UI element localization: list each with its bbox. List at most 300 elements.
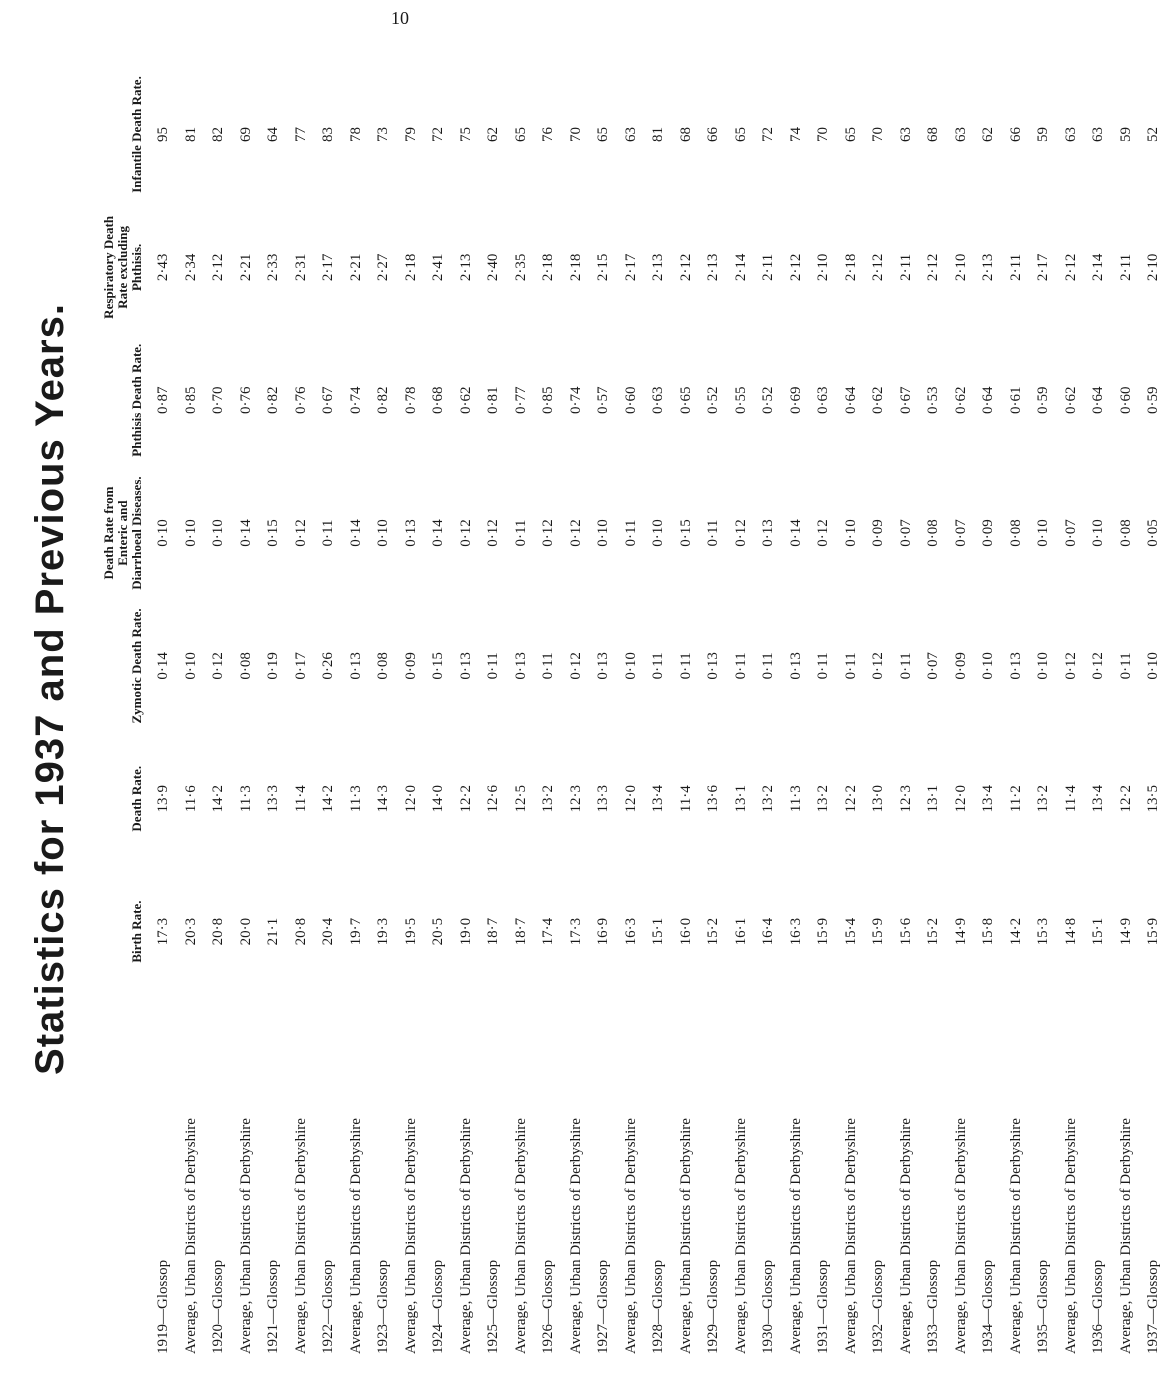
table-row — [150, 68, 178, 1358]
table-cell: 15·2 — [925, 917, 942, 946]
table-cell: 75 — [457, 126, 474, 142]
table-cell: 0·11 — [815, 652, 832, 680]
page-number: 10 — [391, 8, 409, 28]
table-cell: 0·12 — [815, 519, 832, 547]
table-body — [150, 68, 1168, 1358]
table-row — [205, 68, 233, 1358]
row-label: 1921—Glossop — [265, 1259, 282, 1354]
table-cell: 70 — [567, 126, 584, 142]
table-cell: 0·15 — [430, 652, 447, 680]
table-row — [975, 68, 1003, 1358]
table-cell: 0·85 — [540, 386, 557, 414]
table-cell: 0·76 — [292, 386, 309, 414]
table-cell: 15·2 — [705, 917, 722, 946]
table-cell: 11·4 — [1062, 785, 1079, 813]
table-cell: 0·57 — [595, 386, 612, 414]
table-cell: 76 — [540, 126, 557, 142]
table-cell: 0·11 — [320, 519, 337, 547]
table-cell: 2·15 — [595, 253, 612, 282]
table-cell: 14·3 — [375, 784, 392, 813]
table-row — [838, 68, 866, 1358]
table-cell: 0·11 — [760, 652, 777, 680]
table-cell: 2·18 — [540, 253, 557, 282]
table-cell: 13·3 — [595, 784, 612, 813]
table-cell: 13·4 — [650, 784, 667, 813]
row-label: Average, Urban Districts of Derbyshire — [292, 1118, 309, 1354]
table-cell: 0·60 — [622, 386, 639, 414]
table-cell: 77 — [292, 126, 309, 142]
row-label: Average, Urban Districts of Derbyshire — [1007, 1118, 1024, 1354]
row-label: Average, Urban Districts of Derbyshire — [677, 1118, 694, 1354]
table-cell: 15·1 — [650, 917, 667, 946]
table-row — [260, 68, 288, 1358]
column-header: Respiratory Death Rate excluding Phthisis. — [101, 215, 144, 319]
table-cell: 0·76 — [237, 386, 254, 414]
table-cell: 79 — [402, 126, 419, 142]
table-cell: 16·1 — [732, 917, 749, 946]
table-cell: 0·14 — [155, 652, 172, 680]
column-header: Death Rate. — [129, 765, 144, 832]
table-cell: 0·61 — [1007, 386, 1024, 414]
table-cell: 0·26 — [320, 652, 337, 680]
table-cell: 13·3 — [265, 784, 282, 813]
table-cell: 0·52 — [705, 386, 722, 414]
table-cell: 2·10 — [1145, 253, 1162, 282]
table-row — [343, 68, 371, 1358]
table-cell: 0·08 — [375, 652, 392, 680]
table-cell: 0·63 — [815, 386, 832, 414]
table-cell: 16·3 — [622, 917, 639, 946]
column-header: Death Rate from Enteric and Diarrhoeal Diseases. — [101, 476, 144, 590]
table-cell: 0·09 — [980, 519, 997, 547]
table-cell: 70 — [815, 126, 832, 142]
table-cell: 2·12 — [870, 253, 887, 282]
table-cell: 0·19 — [265, 652, 282, 680]
table-cell: 0·13 — [1007, 652, 1024, 680]
table-cell: 19·0 — [457, 917, 474, 946]
table-cell: 0·05 — [1145, 519, 1162, 547]
table-cell: 0·52 — [760, 386, 777, 414]
table-cell: 16·4 — [760, 917, 777, 946]
table-row — [700, 68, 728, 1358]
table-cell: 2·21 — [237, 253, 254, 282]
table-cell: 0·07 — [952, 519, 969, 547]
table-cell: 81 — [650, 126, 667, 142]
table-row — [508, 68, 536, 1358]
table-cell: 59 — [1117, 126, 1134, 142]
table-cell: 0·13 — [595, 652, 612, 680]
table-cell: 0·60 — [1117, 386, 1134, 414]
row-label: 1934—Glossop — [980, 1259, 997, 1354]
table-cell: 0·10 — [1145, 652, 1162, 680]
table-cell: 0·10 — [1035, 652, 1052, 680]
table-cell: 14·2 — [320, 784, 337, 813]
table-cell: 0·11 — [842, 652, 859, 680]
table-cell: 0·15 — [265, 519, 282, 547]
table-cell: 2·14 — [1090, 253, 1107, 282]
table-cell: 0·08 — [237, 652, 254, 680]
table-cell: 0·62 — [870, 386, 887, 414]
table-cell: 0·11 — [677, 652, 694, 680]
table-cell: 0·17 — [292, 652, 309, 680]
table-cell: 14·2 — [1007, 917, 1024, 946]
table-cell: 20·0 — [237, 917, 254, 946]
row-label: 1926—Glossop — [540, 1259, 557, 1354]
table-cell: 2·11 — [897, 253, 914, 281]
table-cell: 0·74 — [567, 386, 584, 414]
table-cell: 0·12 — [567, 519, 584, 547]
table-cell: 2·11 — [760, 253, 777, 281]
table-cell: 0·14 — [237, 519, 254, 547]
row-label: 1929—Glossop — [705, 1259, 722, 1354]
row-label: 1932—Glossop — [870, 1259, 887, 1354]
table-cell: 12·3 — [567, 784, 584, 813]
table-cell: 0·10 — [1090, 519, 1107, 547]
table-cell: 15·4 — [842, 917, 859, 946]
statistics-table — [100, 68, 1168, 1358]
table-cell: 63 — [952, 126, 969, 142]
table-cell: 12·3 — [897, 784, 914, 813]
table-cell: 19·3 — [375, 917, 392, 946]
table-cell: 0·55 — [732, 386, 749, 414]
table-cell: 0·62 — [457, 386, 474, 414]
table-cell: 0·10 — [155, 519, 172, 547]
table-cell: 0·13 — [705, 652, 722, 680]
table-cell: 13·2 — [760, 784, 777, 813]
table-cell: 0·12 — [732, 519, 749, 547]
table-row — [810, 68, 838, 1358]
table-cell: 2·11 — [1117, 253, 1134, 281]
table-cell: 0·12 — [210, 652, 227, 680]
table-cell: 2·35 — [512, 253, 529, 282]
table-cell: 0·11 — [732, 652, 749, 680]
table-cell: 65 — [732, 126, 749, 142]
table-row — [425, 68, 453, 1358]
table-cell: 0·12 — [1090, 652, 1107, 680]
table-cell: 13·2 — [540, 784, 557, 813]
table-cell: 15·9 — [870, 917, 887, 946]
table-cell: 0·10 — [210, 519, 227, 547]
row-label: 1919—Glossop — [155, 1259, 172, 1354]
table-cell: 0·63 — [650, 386, 667, 414]
row-label: Average, Urban Districts of Derbyshire — [237, 1118, 254, 1354]
row-label: Average, Urban Districts of Derbyshire — [732, 1118, 749, 1354]
table-cell: 78 — [347, 126, 364, 142]
table-cell: 0·82 — [265, 386, 282, 414]
table-cell: 0·07 — [897, 519, 914, 547]
table-cell: 64 — [265, 126, 282, 142]
table-cell: 15·9 — [1145, 917, 1162, 946]
table-cell: 2·12 — [787, 253, 804, 282]
table-cell: 2·10 — [952, 253, 969, 282]
table-cell: 0·13 — [760, 519, 777, 547]
table-cell: 0·10 — [182, 519, 199, 547]
table-row — [563, 68, 591, 1358]
table-cell: 12·0 — [952, 784, 969, 813]
table-cell: 2·18 — [402, 253, 419, 282]
table-cell: 2·41 — [430, 253, 447, 282]
table-cell: 2·17 — [1035, 253, 1052, 282]
table-cell: 12·2 — [842, 784, 859, 813]
table-cell: 0·69 — [787, 386, 804, 414]
table-row — [645, 68, 673, 1358]
table-cell: 0·11 — [897, 652, 914, 680]
table-row — [535, 68, 563, 1358]
table-cell: 14·0 — [430, 784, 447, 813]
row-label: Average, Urban Districts of Derbyshire — [402, 1118, 419, 1354]
table-cell: 11·4 — [292, 785, 309, 813]
table-cell: 20·8 — [292, 917, 309, 946]
row-label: 1937—Glossop — [1145, 1259, 1162, 1354]
table-cell: 0·10 — [650, 519, 667, 547]
row-label: 1935—Glossop — [1035, 1259, 1052, 1354]
table-row — [920, 68, 948, 1358]
table-cell: 21·1 — [265, 917, 282, 946]
table-cell: 14·2 — [210, 784, 227, 813]
table-row — [618, 68, 646, 1358]
table-cell: 0·53 — [925, 386, 942, 414]
table-cell: 15·1 — [1090, 917, 1107, 946]
table-cell: 0·78 — [402, 386, 419, 414]
row-label: 1933—Glossop — [925, 1259, 942, 1354]
table-cell: 19·5 — [402, 917, 419, 946]
row-label: 1922—Glossop — [320, 1259, 337, 1354]
table-cell: 2·12 — [925, 253, 942, 282]
row-label: Average, Urban Districts of Derbyshire — [1062, 1118, 1079, 1354]
table-cell: 59 — [1035, 126, 1052, 142]
table-cell: 0·11 — [485, 652, 502, 680]
table-cell: 63 — [622, 126, 639, 142]
row-label: Average, Urban Districts of Derbyshire — [457, 1118, 474, 1354]
table-cell: 0·08 — [925, 519, 942, 547]
table-cell: 81 — [182, 126, 199, 142]
table-cell: 0·64 — [1090, 386, 1107, 414]
table-cell: 65 — [595, 126, 612, 142]
table-cell: 2·34 — [182, 253, 199, 282]
table-cell: 0·07 — [925, 652, 942, 680]
table-row — [453, 68, 481, 1358]
table-cell: 0·11 — [540, 652, 557, 680]
page-title: Statistics for 1937 and Previous Years. — [28, 303, 72, 1075]
table-cell: 2·43 — [155, 253, 172, 282]
table-row — [1058, 68, 1086, 1358]
table-cell: 0·08 — [1117, 519, 1134, 547]
table-cell: 0·09 — [952, 652, 969, 680]
table-cell: 20·3 — [182, 917, 199, 946]
table-cell: 18·7 — [485, 917, 502, 946]
table-cell: 2·18 — [567, 253, 584, 282]
table-cell: 12·0 — [622, 784, 639, 813]
table-cell: 0·10 — [595, 519, 612, 547]
table-cell: 70 — [870, 126, 887, 142]
table-cell: 0·14 — [430, 519, 447, 547]
table-cell: 65 — [512, 126, 529, 142]
table-row — [1085, 68, 1113, 1358]
table-cell: 17·3 — [567, 917, 584, 946]
table-row — [315, 68, 343, 1358]
table-cell: 2·31 — [292, 253, 309, 282]
table-cell: 19·7 — [347, 917, 364, 946]
table-row — [755, 68, 783, 1358]
row-label: Average, Urban Districts of Derbyshire — [842, 1118, 859, 1354]
row-label: Average, Urban Districts of Derbyshire — [512, 1118, 529, 1354]
table-cell: 0·74 — [347, 386, 364, 414]
table-cell: 73 — [375, 126, 392, 142]
table-row — [590, 68, 618, 1358]
table-cell: 16·3 — [787, 917, 804, 946]
table-cell: 62 — [485, 126, 502, 142]
row-label: 1925—Glossop — [485, 1259, 502, 1354]
column-header: Infantile Death Rate. — [129, 76, 144, 193]
table-cell: 13·4 — [1090, 784, 1107, 813]
table-cell: 13·1 — [925, 784, 942, 813]
table-cell: 0·09 — [870, 519, 887, 547]
table-cell: 2·13 — [980, 253, 997, 282]
table-cell: 82 — [210, 126, 227, 142]
table-cell: 0·08 — [1007, 519, 1024, 547]
table-row — [673, 68, 701, 1358]
table-cell: 2·13 — [705, 253, 722, 282]
table-cell: 2·12 — [210, 253, 227, 282]
table-cell: 20·8 — [210, 917, 227, 946]
table-cell: 0·67 — [320, 386, 337, 414]
table-cell: 62 — [980, 126, 997, 142]
table-cell: 2·21 — [347, 253, 364, 282]
row-label: Average, Urban Districts of Derbyshire — [952, 1118, 969, 1354]
table-cell: 0·64 — [842, 386, 859, 414]
table-cell: 2·12 — [677, 253, 694, 282]
table-row — [1003, 68, 1031, 1358]
table-cell: 0·07 — [1062, 519, 1079, 547]
table-cell: 2·11 — [1007, 253, 1024, 281]
table-cell: 0·12 — [567, 652, 584, 680]
table-cell: 83 — [320, 126, 337, 142]
table-cell: 0·13 — [512, 652, 529, 680]
table-cell: 95 — [155, 126, 172, 142]
table-cell: 11·3 — [787, 785, 804, 813]
table-cell: 63 — [897, 126, 914, 142]
table-cell: 13·9 — [155, 784, 172, 813]
table-row — [728, 68, 756, 1358]
table-cell: 14·9 — [952, 917, 969, 946]
table-cell: 12·2 — [457, 784, 474, 813]
label-column-header — [100, 998, 150, 1358]
table-cell: 13·2 — [1035, 784, 1052, 813]
table-cell: 13·2 — [815, 784, 832, 813]
row-label: 1924—Glossop — [430, 1259, 447, 1354]
table-cell: 14·8 — [1062, 917, 1079, 946]
table-cell: 0·62 — [1062, 386, 1079, 414]
table-cell: 63 — [1090, 126, 1107, 142]
table-cell: 0·10 — [622, 652, 639, 680]
row-label: 1930—Glossop — [760, 1259, 777, 1354]
table-cell: 2·13 — [650, 253, 667, 282]
table-cell: 0·12 — [485, 519, 502, 547]
row-label: Average, Urban Districts of Derbyshire — [622, 1118, 639, 1354]
table-cell: 11·4 — [677, 785, 694, 813]
table-cell: 18·7 — [512, 917, 529, 946]
row-label: 1927—Glossop — [595, 1259, 612, 1354]
row-label: 1936—Glossop — [1090, 1259, 1107, 1354]
table-cell: 2·27 — [375, 253, 392, 282]
table-cell: 66 — [1007, 126, 1024, 142]
row-label: Average, Urban Districts of Derbyshire — [347, 1118, 364, 1354]
table-cell: 13·5 — [1145, 784, 1162, 813]
table-cell: 15·8 — [980, 917, 997, 946]
column-header: Phthisis Death Rate. — [129, 343, 144, 457]
table-row — [480, 68, 508, 1358]
table-cell: 0·13 — [787, 652, 804, 680]
table-cell: 0·11 — [705, 519, 722, 547]
table-cell: 66 — [705, 126, 722, 142]
table-cell: 0·11 — [650, 652, 667, 680]
table-cell: 0·12 — [540, 519, 557, 547]
header-row — [100, 68, 150, 1358]
table-cell: 12·2 — [1117, 784, 1134, 813]
table-cell: 0·59 — [1145, 386, 1162, 414]
table-cell: 0·14 — [347, 519, 364, 547]
column-header: Zymotic Death Rate. — [129, 608, 144, 724]
table-cell: 0·70 — [210, 386, 227, 414]
table-cell: 0·12 — [292, 519, 309, 547]
table-cell: 0·10 — [182, 652, 199, 680]
table-row — [370, 68, 398, 1358]
table-cell: 13·6 — [705, 784, 722, 813]
table-cell: 0·12 — [1062, 652, 1079, 680]
table-cell: 15·9 — [815, 917, 832, 946]
row-label: Average, Urban Districts of Derbyshire — [182, 1118, 199, 1354]
table-cell: 17·4 — [540, 917, 557, 946]
table-cell: 69 — [237, 126, 254, 142]
table-cell: 0·68 — [430, 386, 447, 414]
row-label: 1931—Glossop — [815, 1259, 832, 1354]
row-label: 1928—Glossop — [650, 1259, 667, 1354]
table-cell: 68 — [677, 126, 694, 142]
table-cell: 15·6 — [897, 917, 914, 946]
row-label: Average, Urban Districts of Derbyshire — [787, 1118, 804, 1354]
table-cell: 0·67 — [897, 386, 914, 414]
row-label: Average, Urban Districts of Derbyshire — [897, 1118, 914, 1354]
table-cell: 12·5 — [512, 784, 529, 813]
table-row — [288, 68, 316, 1358]
table-cell: 0·77 — [512, 386, 529, 414]
table-cell: 20·5 — [430, 917, 447, 946]
table-cell: 72 — [430, 126, 447, 142]
table-cell: 13·0 — [870, 784, 887, 813]
table-cell: 2·40 — [485, 253, 502, 282]
row-label: 1923—Glossop — [375, 1259, 392, 1354]
table-cell: 12·0 — [402, 784, 419, 813]
table-cell: 11·3 — [237, 785, 254, 813]
table-cell: 0·10 — [980, 652, 997, 680]
table-cell: 2·13 — [457, 253, 474, 282]
table-cell: 2·18 — [842, 253, 859, 282]
table-cell: 2·17 — [622, 253, 639, 282]
table-row — [1113, 68, 1141, 1358]
table-cell: 15·3 — [1035, 917, 1052, 946]
table-row — [783, 68, 811, 1358]
table-row — [1030, 68, 1058, 1358]
table-cell: 0·12 — [457, 519, 474, 547]
table-row — [948, 68, 976, 1358]
table-cell: 0·13 — [457, 652, 474, 680]
table-cell: 68 — [925, 126, 942, 142]
table-cell: 0·12 — [870, 652, 887, 680]
table-cell: 12·6 — [485, 784, 502, 813]
table-cell: 0·10 — [375, 519, 392, 547]
table-cell: 0·81 — [485, 386, 502, 414]
table-cell: 2·14 — [732, 253, 749, 282]
